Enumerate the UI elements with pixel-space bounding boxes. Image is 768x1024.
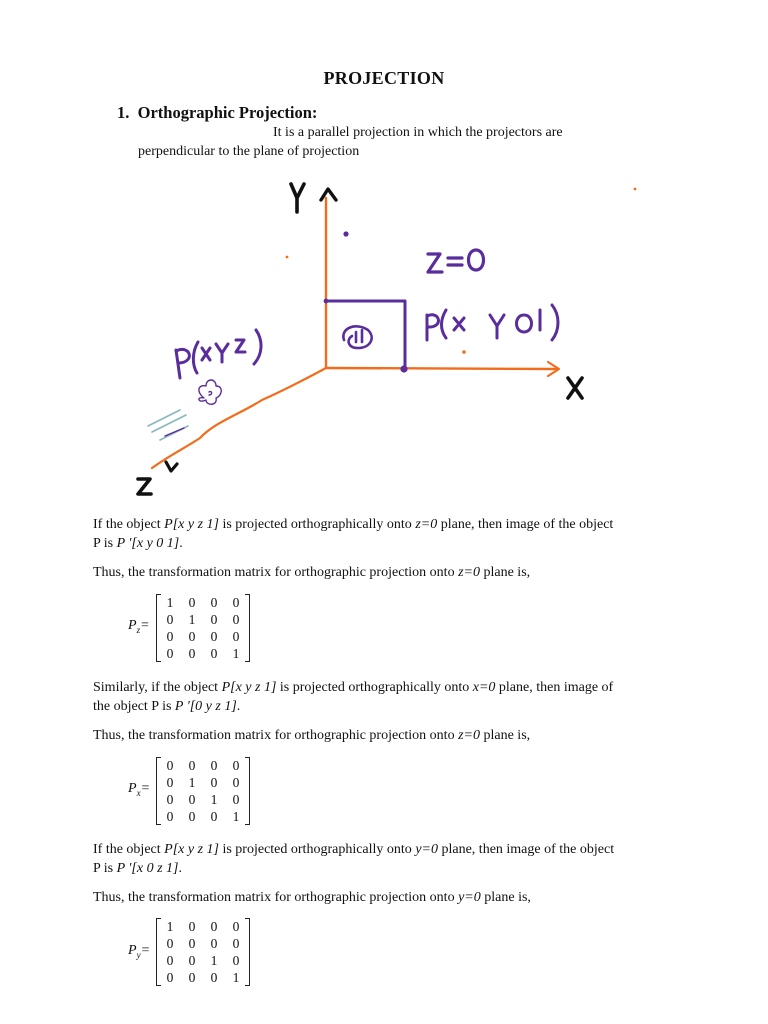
matrix-cell: 0 — [166, 791, 174, 807]
label: P — [128, 943, 137, 958]
equals: = — [140, 943, 151, 958]
matrix-cell: 1 — [232, 808, 240, 824]
matrix-cell: 0 — [232, 774, 240, 790]
matrix-table — [159, 918, 247, 986]
text: If the object — [93, 842, 165, 857]
matrix-table — [159, 757, 247, 825]
math-plane: y=0 — [458, 890, 481, 905]
equals: = — [140, 781, 151, 796]
label: P — [128, 781, 137, 796]
matrix-cell: 1 — [210, 952, 218, 968]
text: plane, then image of — [495, 680, 614, 695]
matrix-cell: 0 — [166, 628, 174, 644]
matrix-cell: 0 — [166, 774, 174, 790]
matrix-label-z — [128, 618, 150, 635]
text: P is — [93, 536, 117, 551]
matrix-label-x — [128, 781, 150, 798]
text: plane is, — [479, 728, 531, 743]
text: Thus, the transformation matrix for orthographic projection onto — [93, 728, 459, 743]
matrix-cell: 0 — [188, 808, 196, 824]
matrix-cell: 0 — [232, 952, 240, 968]
matrix-cell: 0 — [210, 645, 218, 661]
matrix-cell: 0 — [188, 594, 196, 610]
faint-lines — [148, 410, 188, 440]
x-glyph — [568, 378, 582, 398]
matrix-cell: 0 — [232, 918, 240, 934]
matrix-py — [156, 918, 250, 986]
text: Similarly, if the object — [93, 680, 222, 695]
block-2-line-1 — [93, 678, 613, 697]
matrix-cell: 0 — [210, 969, 218, 985]
label-sub: z — [136, 624, 141, 635]
matrix-cell: 0 — [210, 918, 218, 934]
block-2-thus — [93, 726, 530, 745]
z-axis — [152, 368, 326, 468]
text: plane is, — [480, 890, 531, 905]
y-glyph — [291, 184, 304, 212]
intro-line-2: perpendicular to the plane of projection — [138, 144, 360, 159]
matrix-cell: 1 — [166, 918, 174, 934]
y-arrowhead — [321, 189, 336, 200]
matrix-cell: 0 — [232, 791, 240, 807]
matrix-cell: 0 — [210, 935, 218, 951]
matrix-label-y — [128, 943, 150, 960]
ink-dot — [462, 350, 466, 354]
matrix-cell: 0 — [232, 757, 240, 773]
block-1-line-1 — [93, 515, 613, 534]
matrix-cell: 0 — [166, 757, 174, 773]
block-3-thus — [93, 888, 531, 907]
matrix-cell: 1 — [232, 969, 240, 985]
block-3-line-2 — [93, 859, 182, 878]
block-2-line-2 — [93, 697, 240, 716]
text: plane, then image of the object — [437, 842, 615, 857]
matrix-cell: 0 — [210, 757, 218, 773]
text: plane is, — [479, 565, 531, 580]
text: . — [178, 861, 182, 876]
matrix-cell: 0 — [188, 918, 196, 934]
z-arrowhead — [166, 462, 177, 471]
matrix-cell: 0 — [166, 952, 174, 968]
matrix-cell: 0 — [188, 952, 196, 968]
section-title: Orthographic Projection: — [137, 103, 318, 122]
text: is projected orthographically onto — [218, 517, 416, 532]
block-1-line-2 — [93, 534, 183, 553]
matrix-cell: 0 — [188, 935, 196, 951]
matrix-cell: 0 — [210, 628, 218, 644]
matrix-cell: 0 — [232, 628, 240, 644]
z-eq-0-glyph — [428, 250, 484, 272]
matrix-cell: 0 — [232, 594, 240, 610]
matrix-cell: 1 — [232, 645, 240, 661]
text: Thus, the transformation matrix for orthographic projection onto — [93, 890, 459, 905]
purple-faint-line — [165, 428, 184, 436]
matrix-cell: 1 — [188, 774, 196, 790]
label-sub: x — [136, 787, 141, 798]
matrix-cell: 0 — [232, 935, 240, 951]
x-axis — [326, 368, 558, 369]
block-3-line-1 — [93, 840, 614, 859]
ink-dot — [634, 188, 637, 191]
text: . — [236, 699, 241, 714]
text: If the object — [93, 517, 165, 532]
matrix-cell: 0 — [188, 628, 196, 644]
page-title: PROJECTION — [323, 68, 445, 88]
matrix-cell: 0 — [166, 645, 174, 661]
math-plane: x=0 — [472, 680, 496, 695]
ink-dot — [324, 299, 329, 304]
matrix-cell: 1 — [210, 791, 218, 807]
math-image: P '[0 y z 1] — [174, 699, 237, 714]
text: is projected orthographically onto — [218, 842, 416, 857]
math-object: P[x y z 1] — [164, 842, 219, 857]
matrix-table — [159, 594, 247, 662]
ink-dot — [343, 231, 348, 236]
intro-line-1: It is a parallel projection in which the projectors are — [273, 125, 563, 140]
matrix-cell: 0 — [166, 611, 174, 627]
p-xyz-glyph — [176, 330, 261, 378]
math-plane: y=0 — [415, 842, 438, 857]
math-image: P '[x y 0 1] — [116, 536, 180, 551]
ink-dot — [400, 365, 407, 372]
text: plane, then image of the object — [437, 517, 614, 532]
matrix-cell: 0 — [210, 611, 218, 627]
matrix-cell: 0 — [232, 611, 240, 627]
math-plane: z=0 — [458, 565, 480, 580]
section-number: 1. — [117, 103, 130, 122]
math-plane: z=0 — [415, 517, 438, 532]
matrix-pz — [156, 594, 250, 662]
z-glyph — [138, 479, 151, 494]
ink-dot — [286, 256, 289, 259]
equals: = — [140, 618, 150, 633]
matrix-cell: 0 — [188, 757, 196, 773]
math-object: P[x y z 1] — [164, 517, 219, 532]
matrix-px — [156, 757, 250, 825]
projected-square — [326, 301, 405, 369]
math-plane: z=0 — [458, 728, 480, 743]
matrix-cell: 1 — [188, 611, 196, 627]
text: Thus, the transformation matrix for orthographic projection onto — [93, 565, 459, 580]
math-object: P[x y z 1] — [221, 680, 277, 695]
matrix-cell: 0 — [210, 808, 218, 824]
p-xy0-glyph — [427, 305, 558, 340]
label-sub: y — [136, 949, 141, 960]
text: . — [179, 536, 183, 551]
matrix-cell: 0 — [188, 969, 196, 985]
matrix-cell: 0 — [188, 645, 196, 661]
text: the object P is — [93, 699, 175, 714]
matrix-cell: 0 — [210, 594, 218, 610]
matrix-cell: 0 — [210, 774, 218, 790]
matrix-cell: 0 — [166, 808, 174, 824]
matrix-cell: 1 — [166, 594, 174, 610]
flower-doodle — [199, 380, 221, 404]
projection-sketch — [0, 170, 768, 510]
math-image: P '[x 0 z 1] — [116, 861, 179, 876]
matrix-cell: 0 — [188, 791, 196, 807]
block-1-thus — [93, 563, 530, 582]
matrix-cell: 0 — [166, 969, 174, 985]
text: P is — [93, 861, 117, 876]
scribble-inside-square — [343, 326, 371, 348]
text: is projected orthographically onto — [276, 680, 473, 695]
section-heading — [117, 103, 317, 123]
label: P — [128, 618, 137, 633]
matrix-cell: 0 — [166, 935, 174, 951]
